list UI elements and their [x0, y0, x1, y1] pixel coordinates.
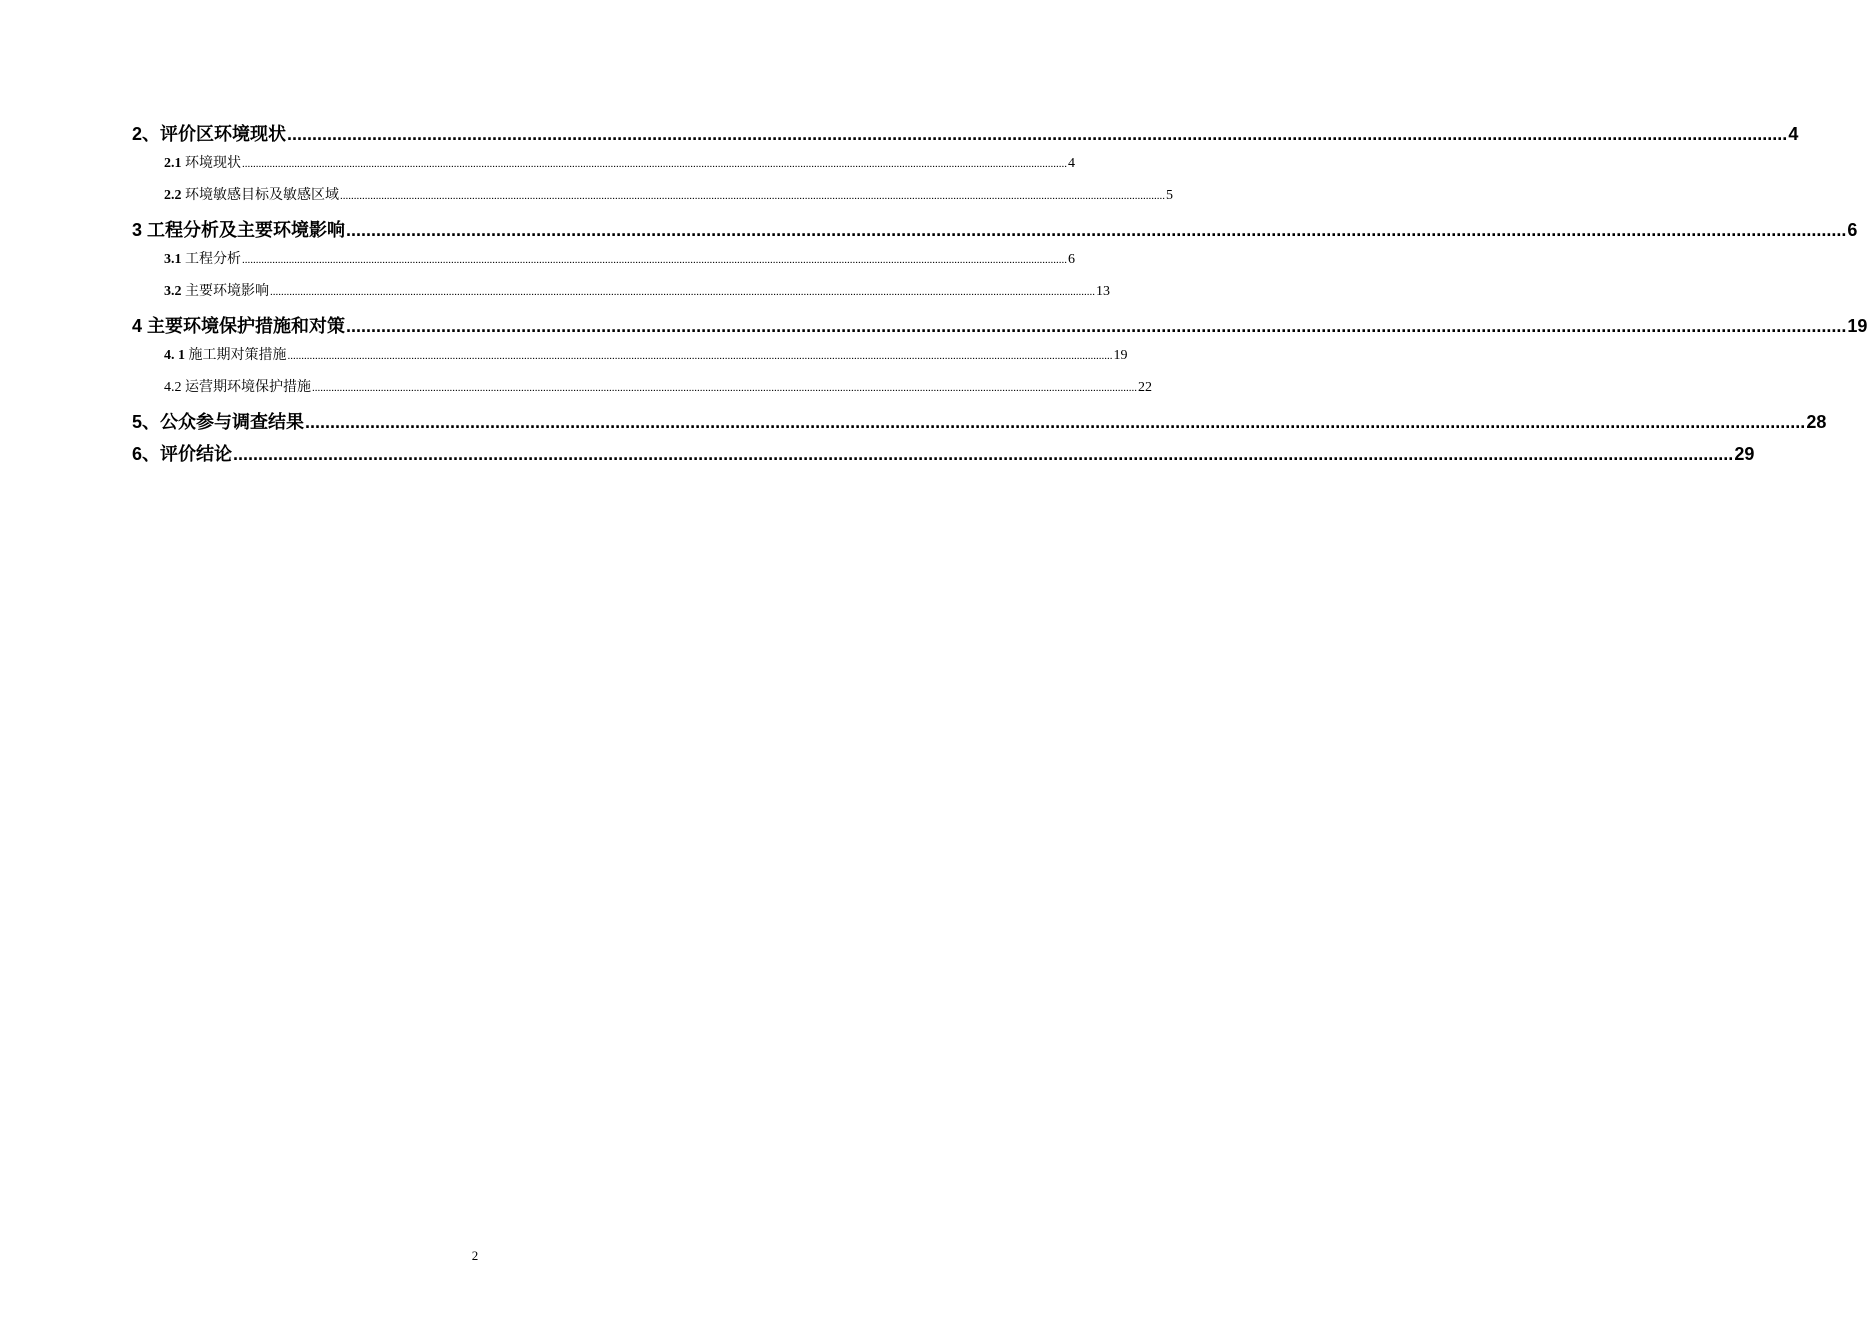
toc-title: 环境敏感目标及敏感区域	[185, 188, 339, 203]
toc-page-number: 29	[1734, 444, 1755, 464]
toc-number: 3.1	[164, 252, 182, 267]
toc-title: 评价区环境现状	[160, 124, 287, 144]
dot-leader: ............................................................................................................................................................................................................................................................................................................	[233, 444, 1734, 464]
toc-page-number: 19	[1847, 316, 1867, 336]
toc-title: 施工期对策措施	[188, 348, 287, 363]
toc-page-number: 19	[1113, 348, 1128, 363]
toc-page-number: 6	[1068, 252, 1075, 267]
toc-number: 2、	[132, 124, 161, 144]
toc-entry[interactable]	[132, 344, 1128, 376]
toc-entry[interactable]	[132, 440, 1755, 472]
dot-leader: ............................................................................................................................................................................................................................................................................................................	[242, 254, 1067, 266]
dot-leader: ............................................................................................................................................................................................................................................................................................................	[270, 286, 1095, 298]
toc-page-number: 28	[1806, 412, 1827, 432]
toc-title: 主要环境影响	[185, 284, 269, 299]
toc-number: 6、	[132, 444, 161, 464]
toc-entry[interactable]	[132, 312, 1867, 344]
toc-number: 4.2	[164, 380, 182, 395]
toc-title: 主要环境保护措施和对策	[147, 316, 346, 336]
toc-title: 运营期环境保护措施	[185, 380, 311, 395]
toc-title: 公众参与调查结果	[160, 412, 305, 432]
toc-number: 3	[132, 220, 143, 240]
toc-page-number: 4	[1788, 124, 1799, 144]
toc-entry[interactable]	[132, 120, 1799, 152]
dot-leader: ............................................................................................................................................................................................................................................................................................................	[305, 412, 1806, 432]
footer-page-number: 2	[471, 1248, 479, 1263]
toc-entry[interactable]	[132, 248, 1075, 280]
toc-number: 4. 1	[164, 348, 185, 363]
toc-page-number: 6	[1847, 220, 1858, 240]
toc-entry[interactable]	[132, 184, 1173, 216]
toc-entry[interactable]	[132, 408, 1827, 440]
table-of-contents	[132, 120, 1867, 472]
toc-page-number: 5	[1166, 188, 1173, 203]
toc-page-number: 22	[1138, 380, 1152, 395]
toc-number: 3.2	[164, 284, 182, 299]
toc-entry[interactable]	[132, 216, 1858, 248]
toc-page-number: 4	[1068, 156, 1075, 171]
dot-leader: ............................................................................................................................................................................................................................................................................................................	[312, 382, 1137, 394]
dot-leader: ............................................................................................................................................................................................................................................................................................................	[287, 124, 1788, 144]
toc-entry[interactable]	[132, 152, 1075, 184]
dot-leader: ............................................................................................................................................................................................................................................................................................................	[287, 350, 1113, 362]
dot-leader: ............................................................................................................................................................................................................................................................................................................	[242, 158, 1067, 170]
toc-title: 环境现状	[185, 156, 241, 171]
toc-number: 4	[132, 316, 143, 336]
dot-leader: ............................................................................................................................................................................................................................................................................................................	[346, 316, 1847, 336]
toc-title: 工程分析	[185, 252, 241, 267]
toc-entry[interactable]	[132, 376, 1152, 408]
toc-title: 评价结论	[160, 444, 233, 464]
page-footer	[0, 1248, 950, 1264]
toc-entry[interactable]	[132, 280, 1110, 312]
toc-title: 工程分析及主要环境影响	[147, 220, 346, 240]
toc-page-number: 13	[1096, 284, 1110, 299]
dot-leader: ............................................................................................................................................................................................................................................................................................................	[340, 190, 1165, 202]
toc-number: 2.1	[164, 156, 182, 171]
toc-number: 2.2	[164, 188, 182, 203]
dot-leader: ............................................................................................................................................................................................................................................................................................................	[346, 220, 1847, 240]
toc-number: 5、	[132, 412, 161, 432]
